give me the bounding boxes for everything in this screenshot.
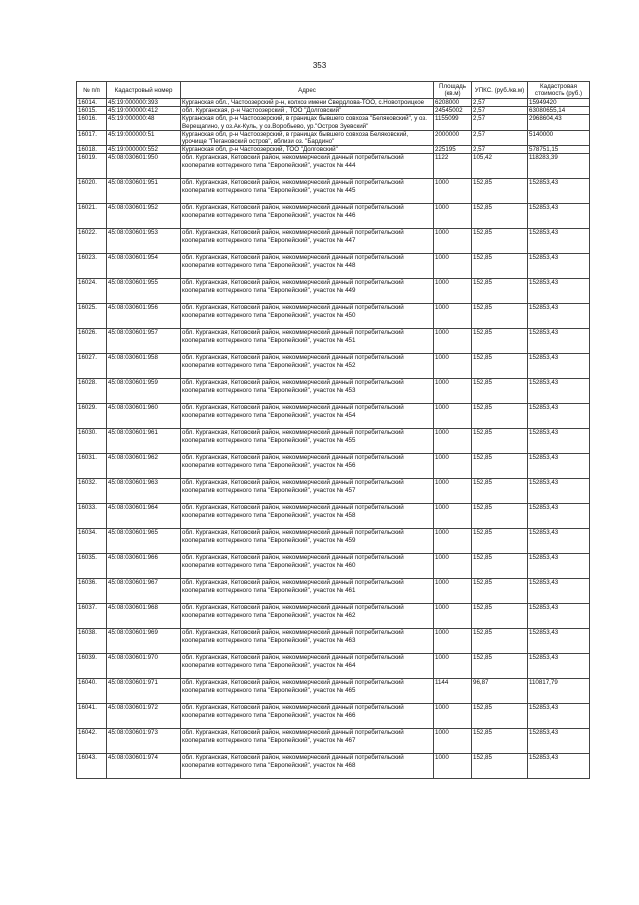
cell-num: 16034. bbox=[77, 529, 107, 554]
table-body bbox=[77, 99, 590, 779]
cell-upks: 152,85 bbox=[472, 279, 528, 304]
cell-cadastral-cost: 5140000 bbox=[528, 130, 590, 145]
table-row bbox=[77, 279, 590, 304]
cell-cadastral-cost: 152853,43 bbox=[528, 604, 590, 629]
table-row bbox=[77, 146, 590, 154]
cell-area: 1155099 bbox=[434, 115, 472, 130]
table-row bbox=[77, 729, 590, 754]
cell-num: 16037. bbox=[77, 604, 107, 629]
cell-upks: 152,85 bbox=[472, 754, 528, 779]
cell-cadastral-number: 45:08:030601:962 bbox=[107, 454, 181, 479]
cell-address: обл. Курганская, Кетовский район, некоммерческий дачный потребительский кооператив коттеджного типа "Европейский", участок № 462 bbox=[181, 604, 434, 629]
header-address: Адрес bbox=[181, 82, 434, 99]
cell-cadastral-cost: 2968604,43 bbox=[528, 115, 590, 130]
cell-num: 16043. bbox=[77, 754, 107, 779]
header-area: Площадь (кв.м) bbox=[434, 82, 472, 99]
cell-address: обл. Курганская, Кетовский район, некоммерческий дачный потребительский кооператив коттеджного типа "Европейский", участок № 460 bbox=[181, 554, 434, 579]
cell-cadastral-cost: 152853,43 bbox=[528, 279, 590, 304]
table-row bbox=[77, 99, 590, 107]
cell-num: 16028. bbox=[77, 379, 107, 404]
cell-upks: 2,57 bbox=[472, 99, 528, 107]
cell-upks: 152,85 bbox=[472, 479, 528, 504]
table-row bbox=[77, 704, 590, 729]
cell-cadastral-number: 45:08:030601:956 bbox=[107, 304, 181, 329]
cell-upks: 96,87 bbox=[472, 679, 528, 704]
cell-cadastral-number: 45:08:030601:954 bbox=[107, 254, 181, 279]
cell-cadastral-number: 45:08:030601:952 bbox=[107, 204, 181, 229]
cell-cadastral-number: 45:08:030601:964 bbox=[107, 504, 181, 529]
cell-cadastral-number: 45:19:000000:393 bbox=[107, 99, 181, 107]
table-row bbox=[77, 454, 590, 479]
cell-num: 16015. bbox=[77, 107, 107, 115]
header-upks: УПКС. (руб./кв.м) bbox=[472, 82, 528, 99]
cell-cadastral-cost: 152853,43 bbox=[528, 554, 590, 579]
cell-address: обл. Курганская, Кетовский район, некоммерческий дачный потребительский кооператив коттеджного типа "Европейский", участок № 451 bbox=[181, 329, 434, 354]
page-number: 353 bbox=[312, 61, 327, 70]
cell-cadastral-number: 45:08:030601:967 bbox=[107, 579, 181, 604]
header-cadastral-number: Кадастровый номер bbox=[107, 82, 181, 99]
cell-area: 1000 bbox=[434, 379, 472, 404]
cell-area: 1000 bbox=[434, 404, 472, 429]
cell-num: 16027. bbox=[77, 354, 107, 379]
cell-address: обл. Курганская, Кетовский район, некоммерческий дачный потребительский кооператив коттеджного типа "Европейский", участок № 456 bbox=[181, 454, 434, 479]
cell-num: 16029. bbox=[77, 404, 107, 429]
cell-cadastral-cost: 152853,43 bbox=[528, 379, 590, 404]
cell-cadastral-number: 45:19:000000:552 bbox=[107, 146, 181, 154]
cell-num: 16026. bbox=[77, 329, 107, 354]
table-row bbox=[77, 107, 590, 115]
cell-address: Курганская обл, р-н Частоозерский, в границах бывшего совхоза Беляковский, урочище "Пегановский остров", вблизи оз. "Бардино" bbox=[181, 130, 434, 145]
cell-address: обл. Курганская, Кетовский район, некоммерческий дачный потребительский кооператив коттеджного типа "Европейский", участок № 461 bbox=[181, 579, 434, 604]
cell-cadastral-cost: 152853,43 bbox=[528, 204, 590, 229]
cell-area: 1000 bbox=[434, 579, 472, 604]
cell-cadastral-cost: 152853,43 bbox=[528, 304, 590, 329]
table-row bbox=[77, 504, 590, 529]
table-row bbox=[77, 554, 590, 579]
cell-cadastral-number: 45:08:030601:953 bbox=[107, 229, 181, 254]
cell-area: 1000 bbox=[434, 529, 472, 554]
cell-address: обл. Курганская, Кетовский район, некоммерческий дачный потребительский кооператив коттеджного типа "Европейский", участок № 449 bbox=[181, 279, 434, 304]
cell-cadastral-number: 45:08:030601:959 bbox=[107, 379, 181, 404]
cell-address: обл. Курганская, Кетовский район, некоммерческий дачный потребительский кооператив коттеджного типа "Европейский", участок № 465 bbox=[181, 679, 434, 704]
table-row bbox=[77, 354, 590, 379]
cell-cadastral-cost: 152853,43 bbox=[528, 429, 590, 454]
cell-upks: 152,85 bbox=[472, 629, 528, 654]
cell-upks: 152,85 bbox=[472, 204, 528, 229]
table-row bbox=[77, 179, 590, 204]
cell-num: 16016. bbox=[77, 115, 107, 130]
cell-upks: 152,85 bbox=[472, 254, 528, 279]
cell-cadastral-number: 45:08:030601:963 bbox=[107, 479, 181, 504]
cell-cadastral-number: 45:19:000000:412 bbox=[107, 107, 181, 115]
cell-cadastral-cost: 152853,43 bbox=[528, 179, 590, 204]
cell-cadastral-cost: 63080655,14 bbox=[528, 107, 590, 115]
cell-cadastral-cost: 15949420 bbox=[528, 99, 590, 107]
cell-area: 225195 bbox=[434, 146, 472, 154]
table-row bbox=[77, 254, 590, 279]
table-row bbox=[77, 154, 590, 179]
cell-cadastral-cost: 152853,43 bbox=[528, 404, 590, 429]
cell-area: 1000 bbox=[434, 229, 472, 254]
cell-upks: 152,85 bbox=[472, 429, 528, 454]
cell-cadastral-number: 45:08:030601:969 bbox=[107, 629, 181, 654]
cell-num: 16023. bbox=[77, 254, 107, 279]
cell-cadastral-cost: 110817,79 bbox=[528, 679, 590, 704]
cell-num: 16014. bbox=[77, 99, 107, 107]
cell-address: обл. Курганская, Кетовский район, некоммерческий дачный потребительский кооператив коттеджного типа "Европейский", участок № 454 bbox=[181, 404, 434, 429]
cell-address: обл. Курганская, Кетовский район, некоммерческий дачный потребительский кооператив коттеджного типа "Европейский", участок № 444 bbox=[181, 154, 434, 179]
cell-cadastral-cost: 152853,43 bbox=[528, 704, 590, 729]
cell-cadastral-number: 45:08:030601:971 bbox=[107, 679, 181, 704]
cell-cadastral-number: 45:08:030601:951 bbox=[107, 179, 181, 204]
table-row bbox=[77, 604, 590, 629]
cell-address: Курганская обл, р-н Частоозерский, в границах бывшего совхоза "Беляковский", у оз. Верещагино, у оз.Ак-Куль, у оз.Воробьево, ур."Остров Зуевский" bbox=[181, 115, 434, 130]
cell-area: 1000 bbox=[434, 329, 472, 354]
cell-num: 16021. bbox=[77, 204, 107, 229]
cell-num: 16020. bbox=[77, 179, 107, 204]
cell-cadastral-number: 45:19:000000:51 bbox=[107, 130, 181, 145]
cell-address: обл. Курганская, Кетовский район, некоммерческий дачный потребительский кооператив коттеджного типа "Европейский", участок № 459 bbox=[181, 529, 434, 554]
cell-upks: 152,85 bbox=[472, 379, 528, 404]
cell-num: 16032. bbox=[77, 479, 107, 504]
cell-upks: 152,85 bbox=[472, 579, 528, 604]
cell-num: 16041. bbox=[77, 704, 107, 729]
cell-upks: 152,85 bbox=[472, 304, 528, 329]
cell-upks: 105,42 bbox=[472, 154, 528, 179]
cell-address: обл. Курганская, Кетовский район, некоммерческий дачный потребительский кооператив коттеджного типа "Европейский", участок № 448 bbox=[181, 254, 434, 279]
cell-area: 2000000 bbox=[434, 130, 472, 145]
cadastral-table bbox=[76, 81, 590, 779]
cell-num: 16025. bbox=[77, 304, 107, 329]
cell-address: обл. Курганская, Кетовский район, некоммерческий дачный потребительский кооператив коттеджного типа "Европейский", участок № 445 bbox=[181, 179, 434, 204]
cell-num: 16038. bbox=[77, 629, 107, 654]
cell-upks: 152,85 bbox=[472, 504, 528, 529]
cell-area: 1000 bbox=[434, 429, 472, 454]
cell-cadastral-number: 45:08:030601:973 bbox=[107, 729, 181, 754]
cell-upks: 152,85 bbox=[472, 654, 528, 679]
cell-address: Курганская обл, р-н Частоозерский, ТОО "Долговский" bbox=[181, 146, 434, 154]
cell-area: 1000 bbox=[434, 279, 472, 304]
cell-address: обл. Курганская, р-н Частоозерский , ТОО "Долговский" bbox=[181, 107, 434, 115]
cell-cadastral-number: 45:08:030601:972 bbox=[107, 704, 181, 729]
cell-address: обл. Курганская, Кетовский район, некоммерческий дачный потребительский кооператив коттеджного типа "Европейский", участок № 464 bbox=[181, 654, 434, 679]
cell-num: 16042. bbox=[77, 729, 107, 754]
cell-address: обл. Курганская, Кетовский район, некоммерческий дачный потребительский кооператив коттеджного типа "Европейский", участок № 468 bbox=[181, 754, 434, 779]
cell-area: 1000 bbox=[434, 754, 472, 779]
cell-area: 1000 bbox=[434, 654, 472, 679]
cell-cadastral-cost: 152853,43 bbox=[528, 454, 590, 479]
cell-num: 16031. bbox=[77, 454, 107, 479]
table-row bbox=[77, 204, 590, 229]
table-row bbox=[77, 529, 590, 554]
cell-num: 16018. bbox=[77, 146, 107, 154]
table-row bbox=[77, 479, 590, 504]
cell-address: обл. Курганская, Кетовский район, некоммерческий дачный потребительский кооператив коттеджного типа "Европейский", участок № 453 bbox=[181, 379, 434, 404]
cell-address: обл. Курганская, Кетовский район, некоммерческий дачный потребительский кооператив коттеджного типа "Европейский", участок № 450 bbox=[181, 304, 434, 329]
cell-upks: 152,85 bbox=[472, 604, 528, 629]
cell-cadastral-cost: 152853,43 bbox=[528, 579, 590, 604]
cell-cadastral-number: 45:08:030601:968 bbox=[107, 604, 181, 629]
cell-area: 1144 bbox=[434, 679, 472, 704]
table-row bbox=[77, 629, 590, 654]
cell-area: 1000 bbox=[434, 729, 472, 754]
header-cadastral-cost: Кадастровая стоимость (руб.) bbox=[528, 82, 590, 99]
cell-num: 16036. bbox=[77, 579, 107, 604]
cell-cadastral-cost: 578751,15 bbox=[528, 146, 590, 154]
table-row bbox=[77, 754, 590, 779]
cell-cadastral-number: 45:08:030601:966 bbox=[107, 554, 181, 579]
cell-upks: 152,85 bbox=[472, 229, 528, 254]
cell-address: обл. Курганская, Кетовский район, некоммерческий дачный потребительский кооператив коттеджного типа "Европейский", участок № 447 bbox=[181, 229, 434, 254]
cell-upks: 152,85 bbox=[472, 354, 528, 379]
cell-num: 16039. bbox=[77, 654, 107, 679]
cell-address: обл. Курганская, Кетовский район, некоммерческий дачный потребительский кооператив коттеджного типа "Европейский", участок № 467 bbox=[181, 729, 434, 754]
cell-cadastral-cost: 152853,43 bbox=[528, 479, 590, 504]
cell-num: 16017. bbox=[77, 130, 107, 145]
cell-area: 1000 bbox=[434, 454, 472, 479]
cell-num: 16033. bbox=[77, 504, 107, 529]
cell-address: обл. Курганская, Кетовский район, некоммерческий дачный потребительский кооператив коттеджного типа "Европейский", участок № 446 bbox=[181, 204, 434, 229]
cell-address: обл. Курганская, Кетовский район, некоммерческий дачный потребительский кооператив коттеджного типа "Европейский", участок № 463 bbox=[181, 629, 434, 654]
cell-upks: 2,57 bbox=[472, 146, 528, 154]
cell-upks: 152,85 bbox=[472, 529, 528, 554]
cell-area: 6208000 bbox=[434, 99, 472, 107]
cell-area: 1000 bbox=[434, 604, 472, 629]
cell-area: 1000 bbox=[434, 479, 472, 504]
cell-area: 1000 bbox=[434, 304, 472, 329]
cell-area: 1000 bbox=[434, 554, 472, 579]
cell-cadastral-cost: 118283,39 bbox=[528, 154, 590, 179]
cell-area: 24545002 bbox=[434, 107, 472, 115]
cell-cadastral-number: 45:08:030601:961 bbox=[107, 429, 181, 454]
cell-cadastral-number: 45:19:000000:48 bbox=[107, 115, 181, 130]
cell-cadastral-cost: 152853,43 bbox=[528, 754, 590, 779]
cell-num: 16024. bbox=[77, 279, 107, 304]
cell-address: обл. Курганская, Кетовский район, некоммерческий дачный потребительский кооператив коттеджного типа "Европейский", участок № 457 bbox=[181, 479, 434, 504]
cell-num: 16019. bbox=[77, 154, 107, 179]
table-row bbox=[77, 304, 590, 329]
cell-area: 1000 bbox=[434, 629, 472, 654]
cell-upks: 152,85 bbox=[472, 704, 528, 729]
cell-area: 1000 bbox=[434, 354, 472, 379]
cell-num: 16040. bbox=[77, 679, 107, 704]
cell-cadastral-number: 45:08:030601:955 bbox=[107, 279, 181, 304]
cell-upks: 152,85 bbox=[472, 554, 528, 579]
cell-upks: 152,85 bbox=[472, 179, 528, 204]
table-row bbox=[77, 654, 590, 679]
cell-cadastral-number: 45:08:030601:957 bbox=[107, 329, 181, 354]
cell-address: Курганская обл., Частоозерский р-н, колхоз имени Свердлова-ТОО, с.Новотроицкое bbox=[181, 99, 434, 107]
cell-area: 1122 bbox=[434, 154, 472, 179]
table-row bbox=[77, 379, 590, 404]
cell-cadastral-number: 45:08:030601:965 bbox=[107, 529, 181, 554]
cell-upks: 152,85 bbox=[472, 329, 528, 354]
cell-upks: 2,57 bbox=[472, 115, 528, 130]
cell-upks: 152,85 bbox=[472, 404, 528, 429]
header-row bbox=[77, 82, 590, 99]
table-header bbox=[77, 82, 590, 99]
cell-address: обл. Курганская, Кетовский район, некоммерческий дачный потребительский кооператив коттеджного типа "Европейский", участок № 455 bbox=[181, 429, 434, 454]
cell-cadastral-cost: 152853,43 bbox=[528, 504, 590, 529]
cell-cadastral-number: 45:08:030601:960 bbox=[107, 404, 181, 429]
cell-area: 1000 bbox=[434, 254, 472, 279]
cell-cadastral-cost: 152853,43 bbox=[528, 354, 590, 379]
cell-cadastral-number: 45:08:030601:950 bbox=[107, 154, 181, 179]
cell-cadastral-number: 45:08:030601:974 bbox=[107, 754, 181, 779]
cell-upks: 2,57 bbox=[472, 130, 528, 145]
cell-address: обл. Курганская, Кетовский район, некоммерческий дачный потребительский кооператив коттеджного типа "Европейский", участок № 458 bbox=[181, 504, 434, 529]
cell-cadastral-cost: 152853,43 bbox=[528, 329, 590, 354]
cell-num: 16030. bbox=[77, 429, 107, 454]
cell-cadastral-cost: 152853,43 bbox=[528, 729, 590, 754]
cell-area: 1000 bbox=[434, 179, 472, 204]
cell-upks: 152,85 bbox=[472, 729, 528, 754]
cell-cadastral-cost: 152853,43 bbox=[528, 654, 590, 679]
table-row bbox=[77, 579, 590, 604]
cell-area: 1000 bbox=[434, 704, 472, 729]
cell-cadastral-cost: 152853,43 bbox=[528, 254, 590, 279]
table-row bbox=[77, 229, 590, 254]
cell-cadastral-number: 45:08:030601:958 bbox=[107, 354, 181, 379]
cell-area: 1000 bbox=[434, 204, 472, 229]
table-row bbox=[77, 329, 590, 354]
cell-cadastral-cost: 152853,43 bbox=[528, 229, 590, 254]
cell-upks: 152,85 bbox=[472, 454, 528, 479]
table-row bbox=[77, 404, 590, 429]
cell-address: обл. Курганская, Кетовский район, некоммерческий дачный потребительский кооператив коттеджного типа "Европейский", участок № 466 bbox=[181, 704, 434, 729]
header-num: № п/п bbox=[77, 82, 107, 99]
table-row bbox=[77, 115, 590, 130]
table-row bbox=[77, 429, 590, 454]
cell-upks: 2,57 bbox=[472, 107, 528, 115]
cell-num: 16035. bbox=[77, 554, 107, 579]
cell-address: обл. Курганская, Кетовский район, некоммерческий дачный потребительский кооператив коттеджного типа "Европейский", участок № 452 bbox=[181, 354, 434, 379]
table-row bbox=[77, 130, 590, 145]
cell-num: 16022. bbox=[77, 229, 107, 254]
cell-cadastral-cost: 152853,43 bbox=[528, 529, 590, 554]
cell-cadastral-cost: 152853,43 bbox=[528, 629, 590, 654]
cell-area: 1000 bbox=[434, 504, 472, 529]
cell-cadastral-number: 45:08:030601:970 bbox=[107, 654, 181, 679]
table-row bbox=[77, 679, 590, 704]
